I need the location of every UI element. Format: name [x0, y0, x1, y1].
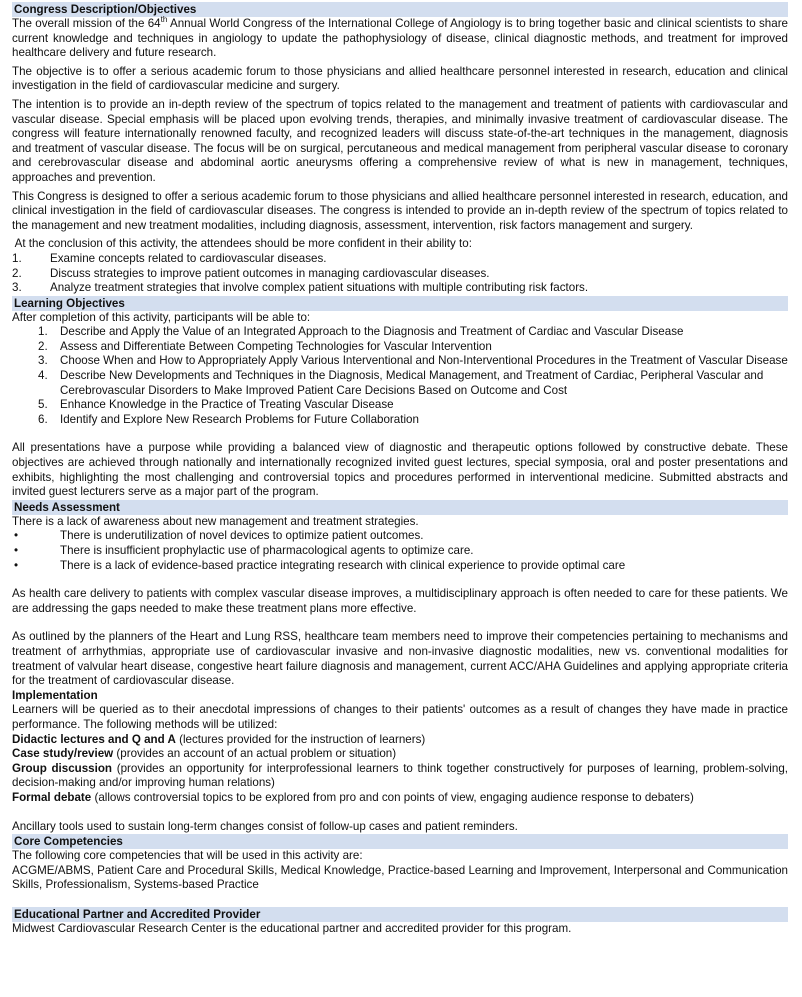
- list-text: Choose When and How to Appropriately Apply Various Interventional and Non-Interventional Procedures in the Treatment of Vascular Disease: [60, 354, 788, 368]
- list-text: There is underutilization of novel devices to optimize patient outcomes.: [60, 529, 424, 543]
- list-text: Describe and Apply the Value of an Integrated Approach to the Diagnosis and Treatment of Cardiac and Vascular Disease: [60, 325, 684, 339]
- implementation-title: [12, 689, 788, 704]
- section-header-core: Core Competencies: [12, 834, 788, 849]
- implementation-title-text: Implementation: [12, 688, 98, 702]
- list-text: Identify and Explore New Research Problems for Future Collaboration: [60, 412, 419, 426]
- section-header-congress: Congress Description/Objectives: [12, 2, 788, 17]
- list-text: Describe New Developments and Techniques in the Diagnosis, Medical Management, and Treatment of Cardiac, Peripheral Vascular and Cerebrovascular Disorders to Make Improved Patient Care Decisions Based on Outcome and Cost: [60, 369, 764, 397]
- list-item: [12, 340, 788, 355]
- section-header-learning: Learning Objectives: [12, 296, 788, 311]
- method-desc: (allows controversial topics to be explored from pro and con points of view, engaging audience response to debaters): [91, 790, 694, 804]
- method-item: [12, 762, 788, 791]
- bullet-icon: •: [14, 558, 19, 572]
- learning-objectives-list: [12, 325, 788, 427]
- ordinal-superscript: th: [160, 15, 168, 25]
- implementation-intro: Learners will be queried as to their anecdotal impressions of changes to their patients' outcomes as a result of changes they have made in practice performance. The following methods will be utilized:: [12, 703, 788, 731]
- learning-closing-paragraph: All presentations have a purpose while providing a balanced view of diagnostic and therapeutic options followed by constructive debate. These objectives are achieved through nationally and internationally recognized invited guest lectures, special symposia, oral and poster presentations and exhibits, highlighting the most challenging and controversial topics and procedures performed in interventional medicine. Submitted abstracts and invited guest lecturers serve as a major part of the program.: [12, 441, 788, 499]
- learning-intro: After completion of this activity, participants will be able to:: [12, 310, 311, 324]
- list-number: 1.: [38, 325, 48, 339]
- method-term: Formal debate: [12, 790, 92, 804]
- list-text: Examine concepts related to cardiovascular diseases.: [50, 251, 327, 265]
- method-item: [12, 791, 788, 806]
- method-desc: (provides an account of an actual problem or situation): [113, 747, 397, 761]
- list-item: [12, 281, 788, 296]
- method-desc: (lectures provided for the instruction of learners): [175, 732, 426, 746]
- list-item: [12, 369, 788, 398]
- list-text: There is a lack of evidence-based practice integrating research with clinical experience to provide optimal care: [60, 558, 626, 572]
- core-competency-list: ACGME/ABMS, Patient Care and Procedural Skills, Medical Knowledge, Practice-based Learning and Improvement, Interpersonal and Communication Skills, Professionalism, Systems-based Practice: [12, 863, 788, 892]
- list-item: [12, 544, 788, 559]
- method-item: [12, 733, 788, 748]
- congress-conclusion-intro: At the conclusion of this activity, the attendees should be more confident in their ability to:: [12, 237, 472, 251]
- list-item: [12, 559, 788, 574]
- needs-paragraph-competencies: As outlined by the planners of the Heart and Lung RSS, healthcare team members need to improve their competencies pertaining to mechanisms and treatment of arrhythmias, appropriate use of cardiovascular invasive and non-invasive diagnostic modalities, new vs. conventional modalities for treatment of valvular heart disease, congestive heart failure diagnosis and management, current ACC/AHA Guidelines and applying appropriate criteria for the treatment of cardiovascular disease.: [12, 630, 788, 688]
- list-number: 4.: [38, 369, 48, 383]
- method-term: Case study/review: [12, 747, 114, 761]
- bullet-icon: •: [14, 529, 19, 543]
- list-item: [12, 354, 788, 369]
- list-item: [12, 252, 788, 267]
- mission-text-start: The overall mission of the 64: [12, 17, 161, 30]
- congress-intention-paragraph: The intention is to provide an in-depth review of the spectrum of topics related to the management and treatment of patients with cardiovascular and vascular disease. Special emphasis will be placed upon evolving trends, therapies, and minimally invasive treatment of cardiovascular disease. The congress will feature internationally renowned faculty, and recognized leaders will discuss state-of-the-art techniques in the management, diagnosis and treatment of vascular disease. The focus will be on surgical, percutaneous and medical management from peripheral vascular disease to coronary and cerebrovascular disease and abdominal aortic aneurysms offering a comprehensive review of what is new in management, techniques, approaches and prevention.: [12, 97, 788, 184]
- list-text: Analyze treatment strategies that involve complex patient situations with multiple contributing risk factors.: [50, 281, 589, 295]
- list-text: Assess and Differentiate Between Competing Technologies for Vascular Intervention: [60, 339, 492, 353]
- list-number: 5.: [38, 398, 48, 412]
- method-item: [12, 747, 788, 762]
- list-number: 6.: [38, 412, 48, 426]
- list-item: [12, 267, 788, 282]
- method-term: Didactic lectures and Q and A: [12, 732, 176, 746]
- needs-intro: There is a lack of awareness about new management and treatment strategies.: [12, 514, 419, 528]
- section-header-needs: Needs Assessment: [12, 500, 788, 515]
- bullet-icon: •: [14, 544, 19, 557]
- congress-objective-paragraph: The objective is to offer a serious academic forum to those physicians and allied healthcare personnel interested in research, education and clinical investigation in the field of cardiovascular medicine and surgery.: [12, 64, 788, 93]
- method-desc: (provides an opportunity for interprofessional learners to think together constructively for purposes of learning, problem-solving, decision-making and/or improving human relations): [12, 761, 788, 790]
- list-item: [12, 529, 788, 544]
- mission-text-end: Annual World Congress of the International College of Angiology is to bring together basic and clinical scientists to share current knowledge and techniques in angiology to update the pathophysiology of disease, clinical diagnostic methods, and treatment for improved healthcare delivery and future research.: [12, 17, 789, 60]
- congress-design-paragraph: This Congress is designed to offer a serious academic forum to those physicians and allied healthcare personnel interested in research, education, and clinical investigation in the field of cardiovascular diseases. The congress is intended to provide an in-depth review of the spectrum of topics related to the management and new treatment modalities, including diagnosis, assessment, intervention, risk factors management and surgery.: [12, 189, 788, 232]
- list-text: Discuss strategies to improve patient outcomes in managing cardiovascular diseases.: [50, 266, 490, 280]
- ancillary-tools-paragraph: Ancillary tools used to sustain long-term changes consist of follow-up cases and patient reminders.: [12, 819, 518, 833]
- list-item: [12, 325, 788, 340]
- congress-mission-paragraph: [12, 17, 788, 61]
- list-text: Enhance Knowledge in the Practice of Treating Vascular Disease: [60, 398, 394, 412]
- partner-text: Midwest Cardiovascular Research Center is the educational partner and accredited provider for this program.: [12, 921, 572, 935]
- list-number: 2.: [38, 339, 48, 353]
- list-number: 1.: [12, 251, 22, 265]
- list-number: 3.: [12, 281, 22, 295]
- list-text: There is insufficient prophylactic use of pharmacological agents to optimize care.: [60, 544, 474, 557]
- list-number: 3.: [38, 354, 48, 368]
- core-intro: The following core competencies that will be used in this activity are:: [12, 849, 363, 863]
- section-header-partner: Educational Partner and Accredited Provider: [12, 907, 788, 922]
- needs-paragraph-multidisciplinary: As health care delivery to patients with complex vascular disease improves, a multidisciplinary approach is often needed to care for these patients. We are addressing the gaps needed to make these treatment plans more effective.: [12, 587, 788, 615]
- list-item: [12, 413, 788, 428]
- list-number: 2.: [12, 266, 22, 280]
- outcomes-list: [12, 252, 788, 296]
- list-item: [12, 398, 788, 413]
- needs-bullet-list: [12, 529, 788, 573]
- method-term: Group discussion: [12, 761, 113, 775]
